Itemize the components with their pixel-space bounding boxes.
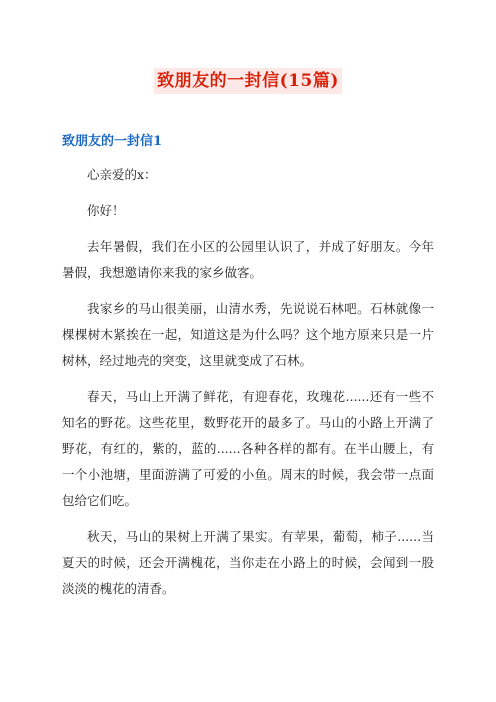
letter-body (62, 162, 434, 612)
document-title: 致朋友的一封信(15篇) (154, 68, 342, 94)
salutation: 心亲爱的x： (87, 167, 157, 182)
greeting: 你好！ (87, 203, 125, 218)
paragraph-spring: 春天，马山上开满了鲜花，有迎春花，玫瑰花......还有一些不知名的野花。这些花里，数野花开的最多了。马山的小路上开满了野花，有红的，紫的，蓝的......各种各样的都有。在半山腰上，有一个小池塘，里面游满了可爱的小鱼。周末的时候，我会带一点面包给它们吃。 (62, 389, 434, 508)
title-container (0, 68, 496, 94)
paragraph-stone-forest: 我家乡的马山很美丽，山清水秀，先说说石林吧。石林就像一棵棵树木紧挨在一起，知道这是为什么吗？这个地方原来只是一片树林，经过地壳的突变，这里就变成了石林。 (62, 301, 434, 368)
paragraph-autumn: 秋天，马山的果树上开满了果实。有苹果，葡萄，柿子......当夏天的时候，还会开满槐花，当你走在小路上的时候，会闻到一股淡淡的槐花的清香。 (62, 529, 434, 596)
paragraph-intro: 去年暑假，我们在小区的公园里认识了，并成了好朋友。今年暑假，我想邀请你来我的家乡做客。 (62, 239, 434, 280)
section-heading: 致朋友的一封信1 (62, 134, 163, 149)
